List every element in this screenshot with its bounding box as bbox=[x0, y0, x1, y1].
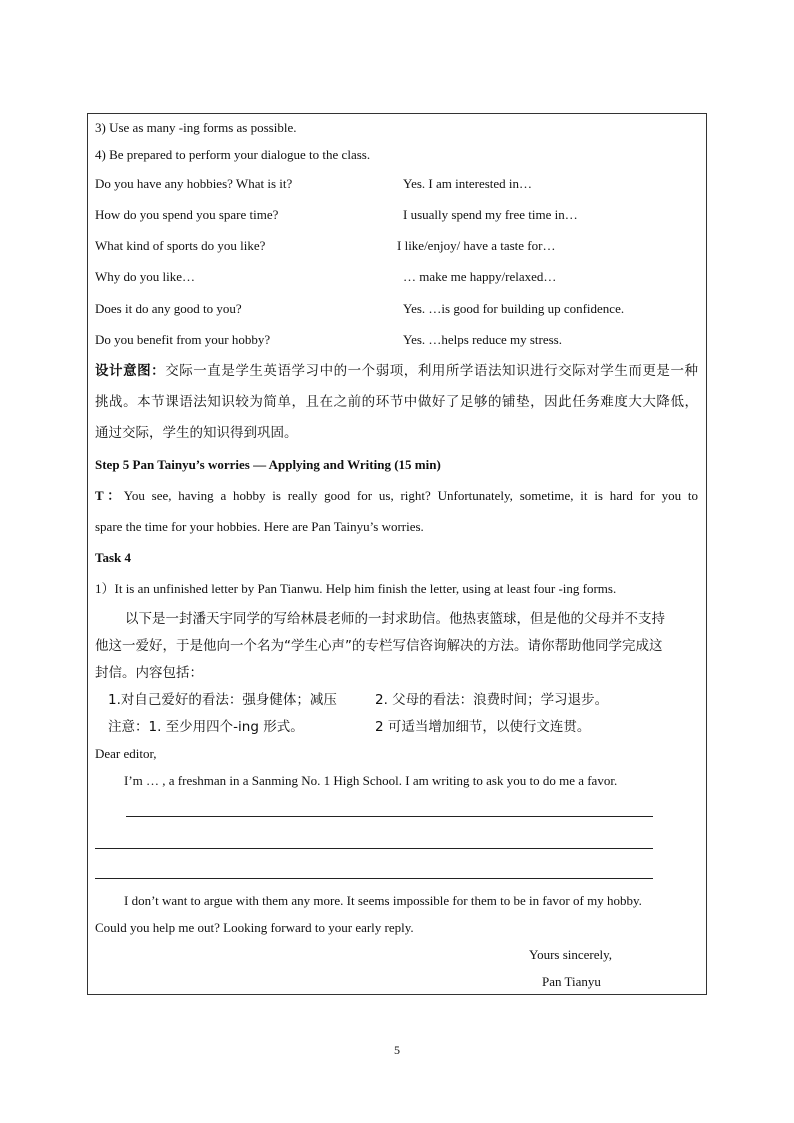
dialogue-question: Do you have any hobbies? What is it? bbox=[95, 176, 293, 191]
note-1: 注意：1. 至少用四个-ing 形式。 bbox=[108, 719, 304, 735]
dialogue-question: Do you benefit from your hobby? bbox=[95, 332, 271, 347]
letter-signoff: Yours sincerely, bbox=[529, 947, 613, 962]
teacher-text: You see, having a hobby is really good for us, right? Unfortunately, sometime, it is hard for you to bbox=[123, 488, 699, 503]
task-description-line: 以下是一封潘天宇同学的写给林晨老师的一封求助信。他热衷篮球，但是他的父母并不支持 bbox=[125, 611, 665, 627]
teacher-label: T： bbox=[95, 488, 124, 503]
dialogue-answer: I like/enjoy/ have a taste for… bbox=[397, 238, 556, 253]
design-intent-label: 设计意图： bbox=[95, 363, 166, 379]
letter-salutation: Dear editor, bbox=[95, 746, 157, 761]
dialogue-question: Does it do any good to you? bbox=[95, 301, 242, 316]
task-4-item-1: 1）It is an unfinished letter by Pan Tianwu. Help him finish the letter, using at least four -ing forms. bbox=[95, 581, 617, 596]
dialogue-answer: I usually spend my free time in… bbox=[403, 207, 578, 222]
design-intent-line: 通过交际，学生的知识得到巩固。 bbox=[95, 425, 298, 441]
content-point-1: 1.对自己爱好的看法：强身健体；减压 bbox=[108, 692, 337, 708]
teacher-line: spare the time for your hobbies. Here are Pan Tainyu’s worries. bbox=[95, 519, 424, 534]
instruction-item-3: 3) Use as many -ing forms as possible. bbox=[95, 120, 297, 135]
design-intent-text: 交际一直是学生英语学习中的一个弱项，利用所学语法知识进行交际对学生而更是一种 bbox=[165, 363, 699, 379]
dialogue-answer: Yes. …helps reduce my stress. bbox=[403, 332, 562, 347]
letter-closing-line: I don’t want to argue with them any more. It seems impossible for them to be in favor of my hobby. bbox=[124, 893, 642, 908]
dialogue-answer: Yes. …is good for building up confidence. bbox=[403, 301, 625, 316]
dialogue-answer: Yes. I am interested in… bbox=[403, 176, 533, 191]
step-5-title: Step 5 Pan Tainyu’s worries — Applying and Writing (15 min) bbox=[95, 457, 441, 472]
note-2: 2 可适当增加细节，以使行文连贯。 bbox=[375, 719, 591, 735]
task-description-line: 他这一爱好，于是他向一个名为“学生心声”的专栏写信咨询解决的方法。请你帮助他同学完成这 bbox=[95, 638, 663, 654]
dialogue-question: How do you spend you spare time? bbox=[95, 207, 279, 222]
letter-closing-line: Could you help me out? Looking forward to your early reply. bbox=[95, 920, 414, 935]
task-4-title: Task 4 bbox=[95, 550, 132, 565]
blank-writing-line bbox=[95, 878, 653, 879]
page-number: 5 bbox=[394, 1043, 400, 1057]
blank-writing-line bbox=[95, 848, 653, 849]
letter-opening: I’m … , a freshman in a Sanming No. 1 High School. I am writing to ask you to do me a favor. bbox=[124, 773, 618, 788]
design-intent-line: 挑战。本节课语法知识较为简单，且在之前的环节中做好了足够的铺垫，因此任务难度大大降低， bbox=[95, 394, 698, 410]
content-point-2: 2. 父母的看法：浪费时间；学习退步。 bbox=[375, 692, 609, 708]
dialogue-question: Why do you like… bbox=[95, 269, 196, 284]
letter-signature: Pan Tianyu bbox=[542, 974, 601, 989]
task-description-line: 封信。内容包括： bbox=[95, 665, 203, 681]
instruction-item-4: 4) Be prepared to perform your dialogue to the class. bbox=[95, 147, 371, 162]
dialogue-answer: … make me happy/relaxed… bbox=[403, 269, 557, 284]
dialogue-question: What kind of sports do you like? bbox=[95, 238, 266, 253]
blank-writing-line bbox=[126, 816, 653, 817]
teacher-line bbox=[95, 488, 698, 504]
design-intent-line bbox=[95, 363, 698, 379]
